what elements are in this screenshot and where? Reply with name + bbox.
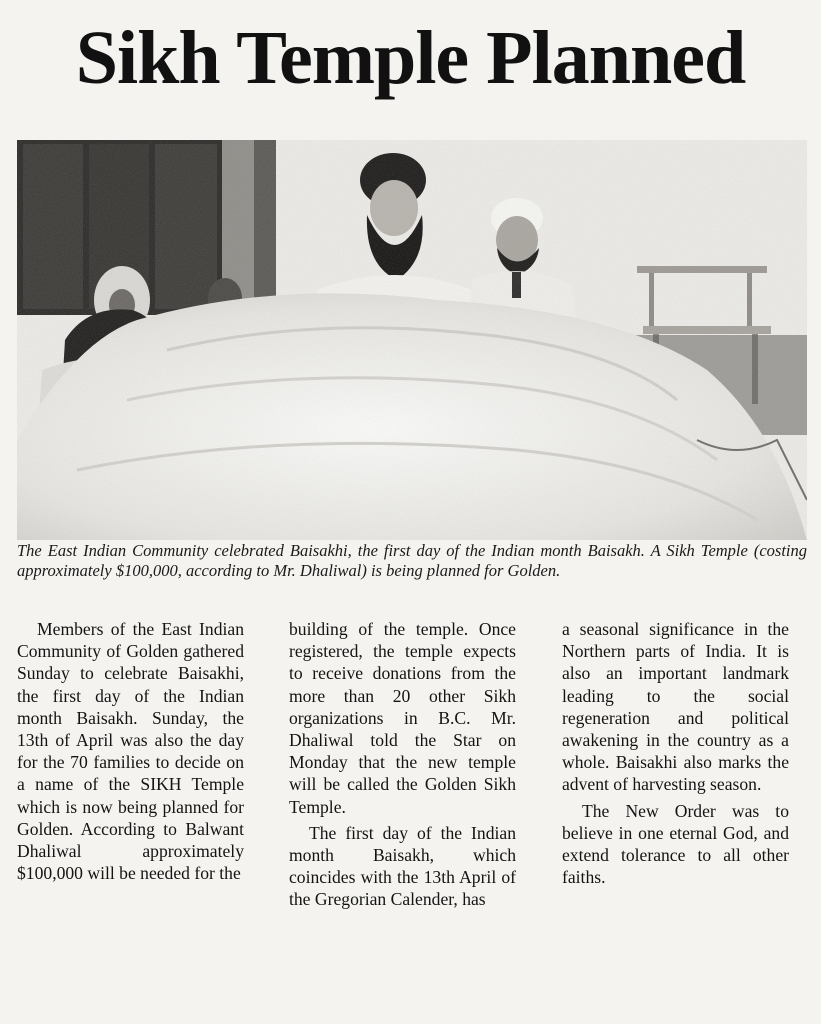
article-paragraph: The first day of the Indian month Baisakh, which coincides with the 13th April of the Gregorian Calender, has (289, 822, 516, 910)
article-paragraph: Members of the East Indian Community of Golden gathered Sunday to celebrate Baisakhi, the first day of the Indian month Baisakh. Sunday, the 13th of April was also the day for the 70 families to decide on a name of the SIKH Temple which is now being planned for Golden. According to Balwant Dhaliwal approximately $100,000 will be needed for the (17, 619, 244, 884)
article-paragraph: The New Order was to believe in one eternal God, and extend tolerance to all other faiths. (562, 800, 789, 888)
article-column-3 (562, 618, 789, 1022)
news-photo (17, 140, 807, 540)
article-paragraph: a seasonal significance in the Northern parts of India. It is also an important landmark leading to the social regeneration and political awakening in the country as a whole. Baisakhi also marks the advent of harvesting season. (562, 619, 789, 795)
article-paragraph: building of the temple. Once registered, the temple expects to receive donations from the more than 20 other Sikh organizations in B.C. Mr. Dhaliwal told the Star on Monday that the new temple will be called the Golden Sikh Temple. (289, 619, 516, 817)
photo-caption: The East Indian Community celebrated Baisakhi, the first day of the Indian month Baisakh. A Sikh Temple (costing approximately $100,000, according to Mr. Dhaliwal) is being planned for Golden. (17, 541, 807, 580)
article-column-2 (289, 618, 516, 1022)
headline: Sikh Temple Planned (75, 16, 746, 100)
article-column-1 (17, 618, 244, 1022)
